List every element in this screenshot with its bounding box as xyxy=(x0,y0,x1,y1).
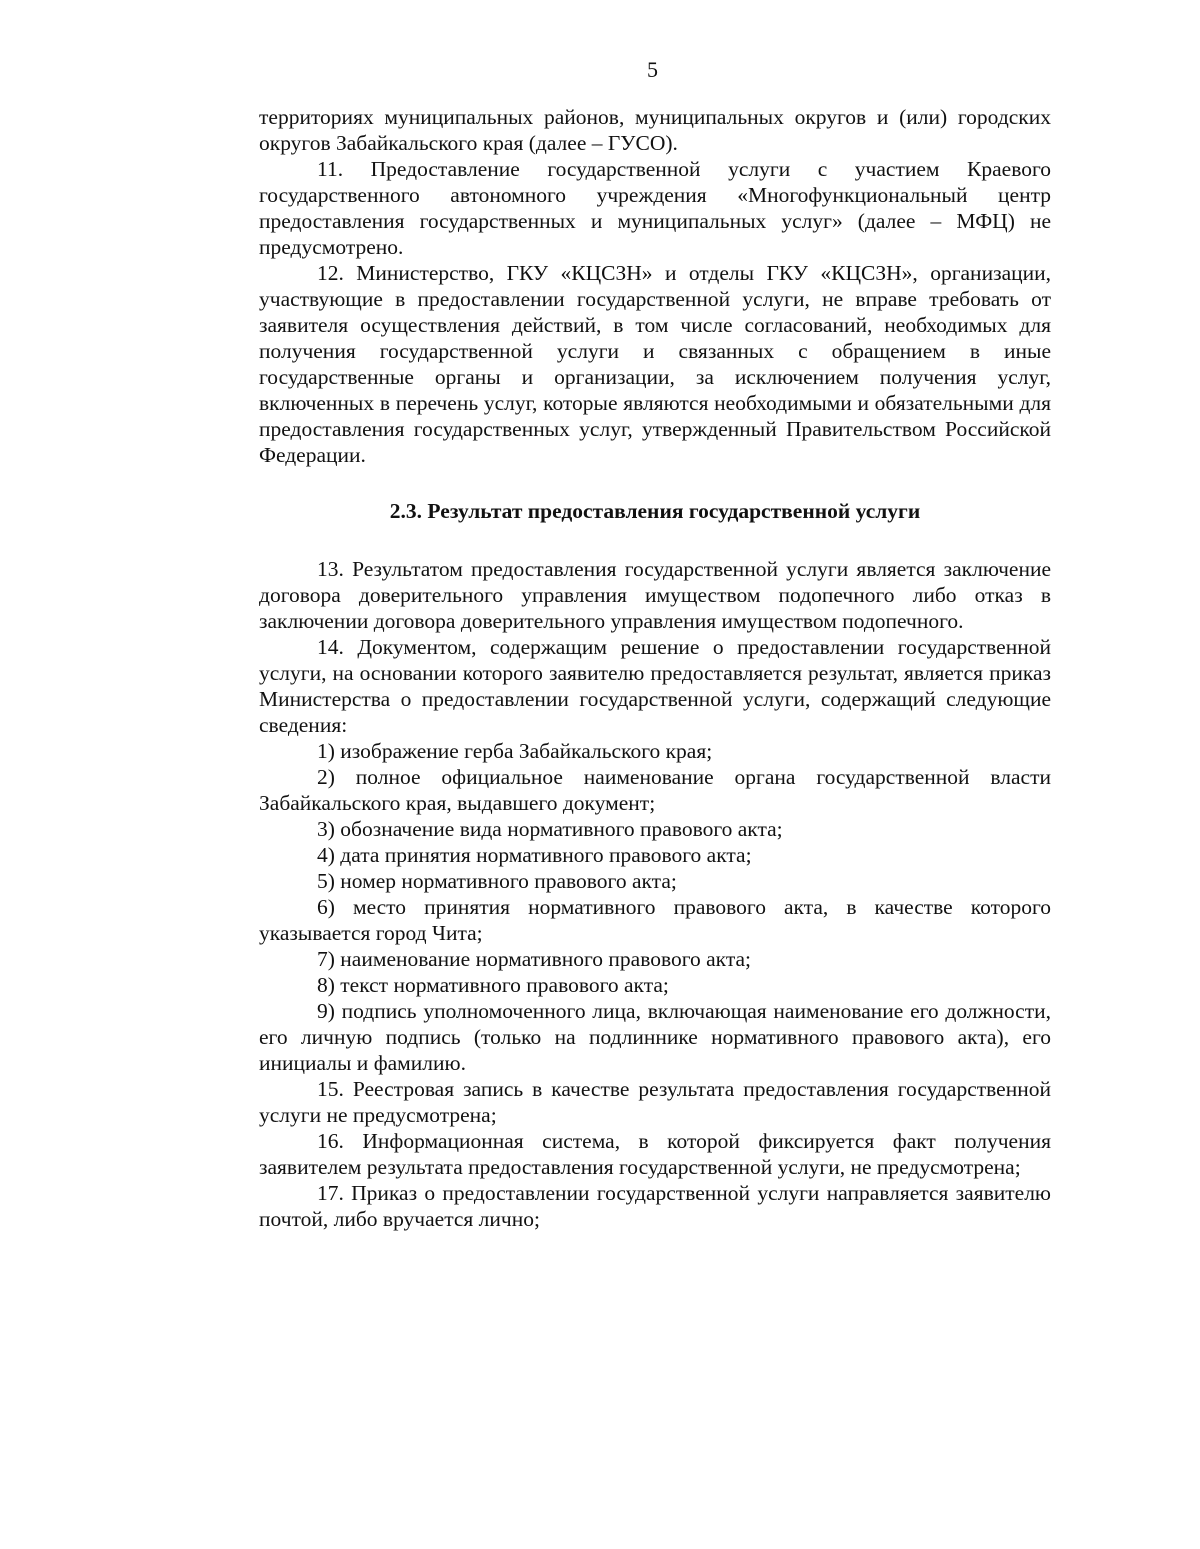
list-item: 4) дата принятия нормативного правового акта; xyxy=(317,843,752,867)
list-item: 3) обозначение вида нормативного правового акта; xyxy=(317,817,783,841)
paragraph: 14. Документом, содержащим решение о предоставлении государственной услуги, на основании которого заявителю предоставляется результат, является приказ Министерства о предоставлении государственной услуги, содержащий следующие сведения: xyxy=(259,635,1051,737)
list-item: 6) место принятия нормативного правового акта, в качестве которого указывается город Чита; xyxy=(259,895,1051,945)
paragraph: 16. Информационная система, в которой фиксируется факт получения заявителем результата предоставления государственной услуги, не предусмотрена; xyxy=(259,1129,1051,1179)
document-body xyxy=(259,104,1051,1232)
paragraph: 12. Министерство, ГКУ «КЦСЗН» и отделы ГКУ «КЦСЗН», организации, участвующие в предоставлении государственной услуги, не вправе требовать от заявителя осуществления действий, в том числе согласований, необходимых для получения государственной услуги и связанных с обращением в иные государственные органы и организации, за исключением получения услуг, включенных в перечень услуг, которые являются необходимыми и обязательными для предоставления государственных услуг, утвержденный Правительством Российской Федерации. xyxy=(259,261,1051,467)
list-item: 9) подпись уполномоченного лица, включающая наименование его должности, его личную подпись (только на подлиннике нормативного правового акта), его инициалы и фамилию. xyxy=(259,999,1051,1075)
paragraph: 13. Результатом предоставления государственной услуги является заключение договора доверительного управления имуществом подопечного либо отказ в заключении договора доверительного управления имуществом подопечного. xyxy=(259,557,1051,633)
paragraph: территориях муниципальных районов, муниципальных округов и (или) городских округов Забайкальского края (далее – ГУСО). xyxy=(259,105,1051,155)
paragraph: 11. Предоставление государственной услуги с участием Краевого государственного автономного учреждения «Многофункциональный центр предоставления государственных и муниципальных услуг» (далее – МФЦ) не предусмотрено. xyxy=(259,157,1051,259)
page-number: 5 xyxy=(647,57,658,82)
list-item: 7) наименование нормативного правового акта; xyxy=(317,947,752,971)
section-heading: 2.3. Результат предоставления государственной услуги xyxy=(389,499,921,523)
paragraph: 17. Приказ о предоставлении государственной услуги направляется заявителю почтой, либо вручается лично; xyxy=(259,1181,1051,1231)
list-item: 5) номер нормативного правового акта; xyxy=(317,869,677,893)
list-item: 1) изображение герба Забайкальского края; xyxy=(317,739,713,763)
paragraph: 15. Реестровая запись в качестве результата предоставления государственной услуги не предусмотрена; xyxy=(259,1077,1051,1127)
list-item: 8) текст нормативного правового акта; xyxy=(317,973,669,997)
list-item: 2) полное официальное наименование органа государственной власти Забайкальского края, выдавшего документ; xyxy=(259,765,1051,815)
